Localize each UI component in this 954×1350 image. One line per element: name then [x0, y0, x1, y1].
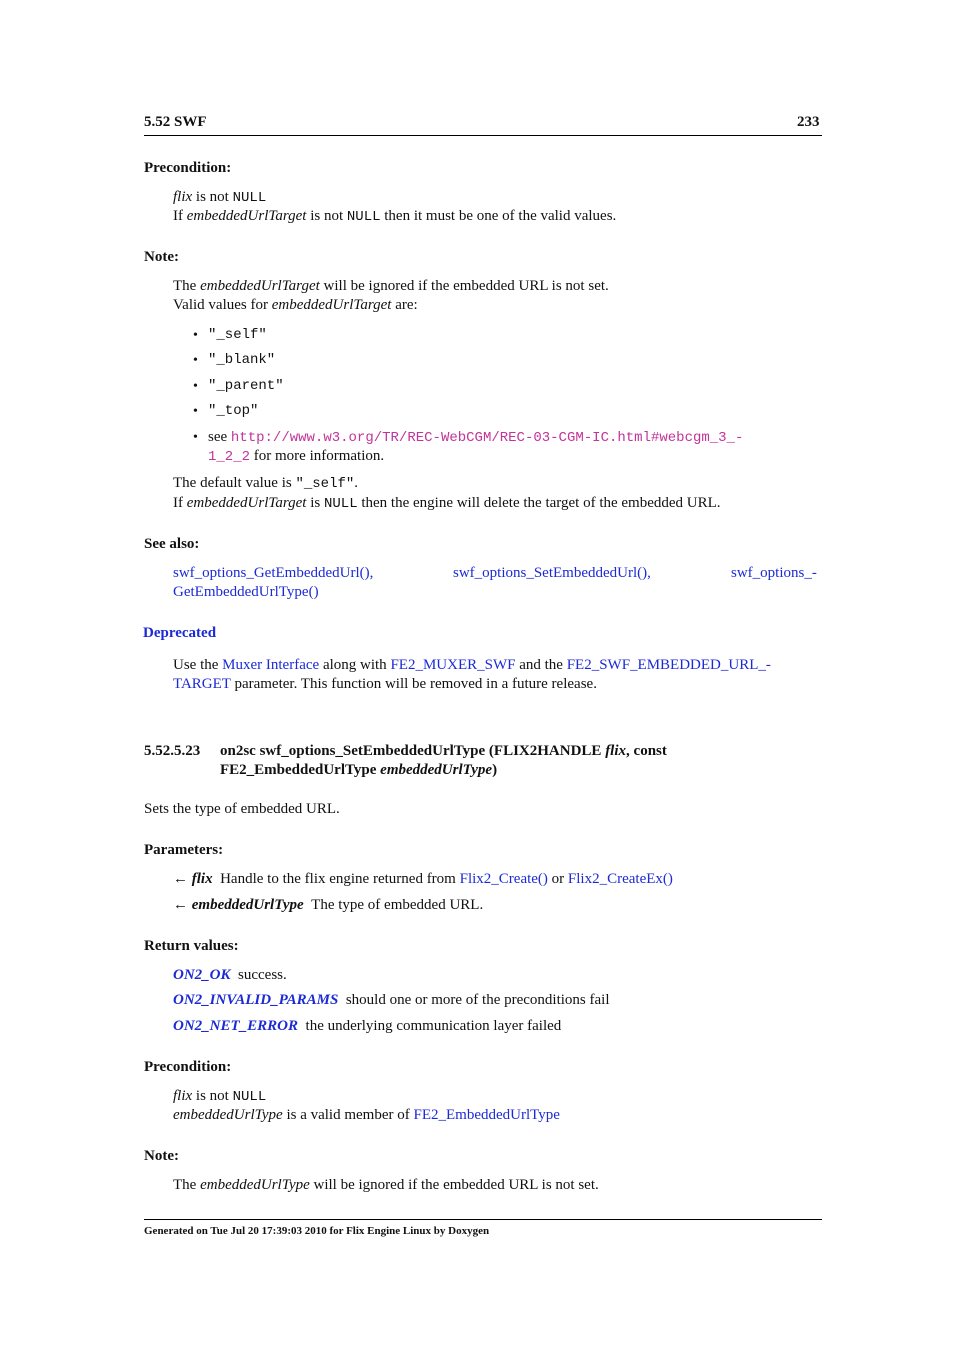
return-net-error: ON2_NET_ERROR the underlying communication layer failed — [173, 1018, 562, 1034]
see-url-line-1: see http://www.w3.org/TR/REC-WebCGM/REC-03-CGM-IC.html#webcgm_3_- — [208, 429, 744, 446]
null-target-line: If embeddedUrlTarget is NULL then the engine will delete the target of the embedded URL. — [173, 495, 721, 512]
function-signature-line-2: FE2_EmbeddedUrlType embeddedUrlType) — [220, 762, 498, 778]
precondition-line-1: flix is not NULL — [173, 189, 267, 206]
see-also-link-get-embedded-url-type-cont[interactable]: GetEmbeddedUrlType() — [173, 584, 319, 600]
note-line-2: Valid values for embeddedUrlTarget are: — [173, 297, 418, 313]
precondition2-line-1: flix is not NULL — [173, 1088, 267, 1105]
param-embedded-url-type: ← embeddedUrlType The type of embedded URL. — [173, 897, 484, 913]
footer-rule — [144, 1219, 822, 1220]
in-arrow-icon: ← — [173, 871, 188, 887]
on2-net-error-link[interactable]: ON2_NET_ERROR — [173, 1018, 299, 1034]
w3-url-link[interactable]: http://www.w3.org/TR/REC-WebCGM/REC-03-CGM-IC.html#webcgm_3_- — [230, 430, 744, 446]
flix2-createex-link[interactable]: Flix2_CreateEx() — [567, 871, 673, 887]
flix2-create-link[interactable]: Flix2_Create() — [459, 871, 548, 887]
bullet-blank: "_blank" — [208, 352, 276, 368]
see-also-link-set-embedded-url[interactable]: swf_options_SetEmbeddedUrl(), — [453, 565, 651, 581]
in-arrow-icon: ← — [173, 897, 188, 913]
note-heading-2: Note: — [144, 1148, 179, 1164]
bullet-parent: "_parent" — [208, 378, 284, 394]
return-invalid-params: ON2_INVALID_PARAMS should one or more of the preconditions fail — [173, 992, 610, 1008]
note-heading: Note: — [144, 249, 179, 265]
muxer-interface-link[interactable]: Muxer Interface — [222, 657, 320, 673]
page-number: 233 — [797, 114, 820, 130]
fe2-embedded-url-type-link[interactable]: FE2_EmbeddedUrlType — [413, 1107, 560, 1123]
bullet-dot: • — [193, 328, 198, 343]
fe2-swf-embedded-url-target-link[interactable]: FE2_SWF_EMBEDDED_URL_- — [566, 657, 771, 673]
precondition-heading: Precondition: — [144, 160, 232, 176]
header-rule — [144, 135, 822, 136]
see-also-link-get-embedded-url[interactable]: swf_options_GetEmbeddedUrl(), — [173, 565, 374, 581]
return-values-heading: Return values: — [144, 938, 239, 954]
precondition2-line-2: embeddedUrlType is a valid member of FE2_EmbeddedUrlType — [173, 1107, 560, 1123]
bullet-dot: • — [193, 353, 198, 368]
bullet-dot: • — [193, 379, 198, 394]
see-url-line-2: 1_2_2 for more information. — [208, 448, 385, 465]
on2-invalid-params-link[interactable]: ON2_INVALID_PARAMS — [173, 992, 339, 1008]
precondition-heading-2: Precondition: — [144, 1059, 232, 1075]
bullet-dot: • — [193, 404, 198, 419]
see-also-heading: See also: — [144, 536, 200, 552]
bullet-top: "_top" — [208, 403, 259, 419]
note-line-1: The embeddedUrlTarget will be ignored if the embedded URL is not set. — [173, 278, 609, 294]
running-header-section: 5.52 SWF — [144, 114, 207, 130]
function-description: Sets the type of embedded URL. — [144, 801, 340, 817]
see-also-link-get-embedded-url-type[interactable]: swf_options_- — [731, 565, 817, 581]
note2-line-1: The embeddedUrlType will be ignored if the embedded URL is not set. — [173, 1177, 599, 1193]
function-signature-line-1: on2sc swf_options_SetEmbeddedUrlType (FLIX2HANDLE flix, const — [220, 743, 667, 759]
return-ok: ON2_OK success. — [173, 967, 287, 983]
parameters-heading: Parameters: — [144, 842, 224, 858]
deprecated-line-2: TARGET parameter. This function will be removed in a future release. — [173, 676, 597, 692]
fe2-swf-embedded-url-target-link-cont[interactable]: TARGET — [173, 676, 231, 692]
w3-url-link-cont[interactable]: 1_2_2 — [208, 449, 251, 465]
on2-ok-link[interactable]: ON2_OK — [173, 967, 231, 983]
precondition-line-2: If embeddedUrlTarget is not NULL then it must be one of the valid values. — [173, 208, 617, 225]
deprecated-line-1: Use the Muxer Interface along with FE2_MUXER_SWF and the FE2_SWF_EMBEDDED_URL_- — [173, 657, 771, 673]
bullet-self: "_self" — [208, 327, 267, 343]
bullet-dot: • — [193, 430, 198, 445]
footer-text: Generated on Tue Jul 20 17:39:03 2010 for Flix Engine Linux by Doxygen — [144, 1225, 490, 1237]
function-number: 5.52.5.23 — [144, 743, 201, 759]
param-flix: ← flix Handle to the flix engine returned from Flix2_Create() or Flix2_CreateEx() — [173, 871, 673, 887]
deprecated-heading-link[interactable]: Deprecated — [143, 625, 217, 641]
fe2-muxer-swf-link[interactable]: FE2_MUXER_SWF — [390, 657, 516, 673]
default-value-line: The default value is "_self". — [173, 475, 359, 492]
